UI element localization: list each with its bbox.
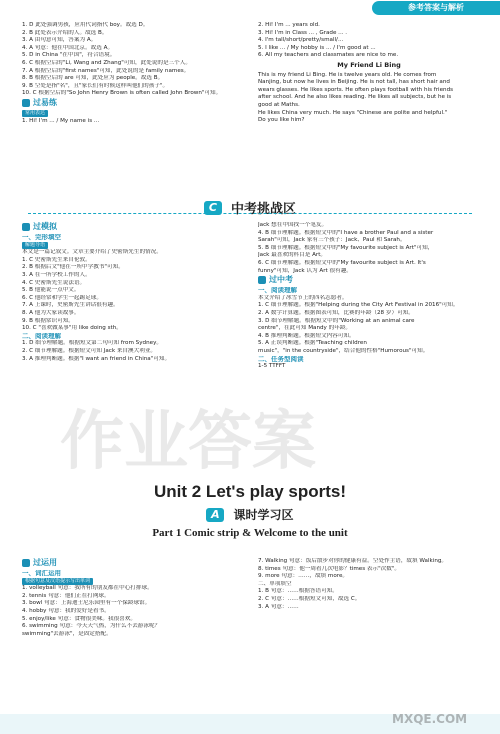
answer-line: 3. A 句意：…… (258, 603, 299, 610)
unit-title-block (0, 482, 500, 539)
section-tab: 参考答案与解析 (372, 1, 500, 15)
answer-line: after school. And he also likes reading. He likes all subjects, but he is (258, 94, 452, 101)
section-subtitle: 二、阅读理解 (22, 332, 61, 340)
banner-title: 课时学习区 (233, 508, 294, 522)
answer-line: 本文是一篇记叙文。文章主要介绍了史密斯先生的情况。 (22, 249, 162, 256)
answer-line: 4. C 史密斯先生说法语。 (22, 279, 86, 286)
answer-line: 2. tennis 句意：他们正在打网球。 (22, 592, 110, 599)
answer-line: 8. times 句意：他一周看几次电影？times 表示"次数"。 (258, 565, 401, 572)
answer-line: 6. swimming 句意：今天天气热，为什么不去游泳呢？ (22, 623, 161, 630)
banner-title: 中考挑战区 (231, 202, 297, 217)
answer-list (258, 558, 480, 611)
pencil-icon (22, 223, 30, 231)
answer-list (22, 22, 247, 98)
answer-list (22, 585, 247, 638)
section-header: 过易练 (22, 99, 247, 109)
answer-column-top-right (258, 22, 480, 125)
answer-line: 3. A 由句意可知，答案为 A。 (22, 37, 97, 44)
unit-title: Unit 2 Let's play sports! (153, 482, 347, 501)
answer-line: 2. B 此处表示介绍的人。故选 B。 (22, 29, 108, 36)
answer-line: 9. more 句意：……，故填 more。 (258, 573, 348, 580)
answer-line: 1. D 此处强调男孩，应用代词指代 boy。故选 D。 (22, 22, 149, 28)
answer-line: 3. bowl 句意：上海迪士尼乐园里有一个保龄球馆。 (22, 600, 151, 607)
answer-line: 2. A 数字计算题。根据图表可知，比赛的年龄（28 岁）可知。 (258, 309, 414, 316)
tag: 常用表达 (22, 110, 48, 117)
answer-line: Jack 想在中国找一个笔友。 (258, 222, 328, 228)
answer-line: 5. A 正误判断题。根据"Teaching children (258, 340, 367, 347)
pencil-icon (22, 559, 30, 567)
answer-line: 5. B 他能说一点中文。 (22, 287, 80, 294)
section-subtitle: 一、阅读理解 (258, 287, 297, 295)
answer-list (258, 363, 480, 371)
tag: 解题导语 (22, 242, 48, 249)
answer-line: Do you like him? (258, 117, 305, 124)
answer-line: 8. A 他为大家读故事。 (22, 309, 80, 316)
answer-line: 6. C 细节理解题。根据短文中的"My favourite subject is Art. It's (258, 259, 426, 266)
answer-line: 7. A 根据空后的"first names"可知，此处说的是 family names。 (22, 67, 190, 74)
section-subtitle: 一、完形填空 (22, 234, 61, 241)
answer-column-bottom-left (22, 558, 247, 638)
essay-body (258, 72, 480, 125)
answer-line: 6. C 他经常和学生一起踢足球。 (22, 294, 102, 301)
pencil-icon (22, 99, 30, 107)
answer-line: He likes China very much. He says "Chinese are polite and helpful." (258, 109, 448, 116)
page-footer (0, 714, 500, 734)
answer-line: 1. B 句意：……根据答语可知。 (258, 588, 338, 595)
essay-title: My Friend Li Bing (337, 61, 401, 69)
part-title: Part 1 Comic strip & Welcome to the unit (152, 527, 348, 539)
answer-line: 本文介绍了冰雪节上的四名志愿者。 (258, 294, 348, 301)
answer-line: 6. C 根据空后的"Li, Wang and Zhang"可知，此处说的是三个人。 (22, 59, 191, 66)
answer-line: 3. Hi! I'm in Class ... , Grade ... . (258, 29, 348, 36)
answer-line: music"，"in the countryside"，结合他的性格"Humorous"可知。 (258, 347, 429, 354)
answer-line: 5. I like ... / My hobby is ... / I'm good at ... (258, 44, 376, 51)
answer-line: 3. D 细节理解题。根据短文中的"Working at an animal care (258, 317, 415, 324)
answer-line: 2. Hi! I'm ... years old. (258, 22, 320, 28)
answer-line: 5. D in China "在中国"，符合语境。 (22, 52, 116, 59)
answer-line: 4. B 推理判断题。根据短文内容可知。 (258, 332, 355, 339)
answer-line: This is my friend Li Bing. He is twelve years old. He comes from (258, 71, 437, 78)
page-header (0, 0, 500, 16)
divider (28, 213, 472, 214)
answer-line: 1. Hi! I'm ... / My name is ... (22, 117, 100, 124)
answer-line: 7. A 上课时，史密斯先生讲话很有趣。 (22, 302, 119, 309)
answer-column-top-left (22, 22, 247, 125)
watermark: 作业答案 (60, 405, 316, 479)
answer-line: 5. enjoy/like 句意：食物很美味。我很喜欢。 (22, 615, 136, 622)
section-header: 过中考 (258, 276, 480, 286)
answer-line: 2. B 根据后文"他在一所中学教书"可知。 (22, 264, 124, 271)
answer-line: 1. C 细节理解题。根据"Helping during the City Art Festival in 2016"可知。 (258, 302, 459, 309)
section-header: 过运用 (22, 559, 247, 569)
answer-line: 4. I'm tall/short/pretty/small/... (258, 37, 344, 44)
answer-column-mid-left (22, 222, 247, 363)
answer-line: 1. C 史密斯先生来自伦敦。 (22, 256, 91, 263)
answer-line: 2. C 细节理解题。根据短文可知 Jack 来自澳大利亚。 (22, 347, 157, 354)
answer-column-bottom-right (258, 558, 480, 611)
tag: 根据句意及汉语提示写出单词 (22, 578, 93, 585)
section-subtitle: 一、词汇运用 (22, 570, 61, 577)
answer-line: 9. B 空处是指"名"，且"家长们有时候这样叫他们的孩子"。 (22, 82, 169, 89)
answer-line: 4. hobby 句意：我的爱好是看书。 (22, 607, 110, 614)
answer-line: 二、单项填空 (258, 580, 292, 587)
answer-list (258, 22, 480, 60)
section-subtitle: 二、任务型阅读 (258, 355, 304, 363)
answer-line: Sarah"可知，Jack 家有三个孩子：Jack、Paul 和 Sarah。 (258, 237, 406, 244)
answer-line: 4. A 句意：他在中国北京。故选 A。 (22, 44, 114, 51)
answer-list (22, 249, 247, 333)
answer-line: 5. B 细节理解题。根据短文中的"My favourite subject is Art"可知， (258, 244, 434, 251)
answer-line: 1-5 TTFFT (258, 363, 286, 370)
answer-column-mid-right (258, 222, 480, 371)
answer-line: 7. Walking 句意：饭后散步对你的健康有益。空处作主语，故填 Walking。 (258, 558, 448, 564)
answer-line: 1. volleyball 句意：我所有的朋友都在中心打排球。 (22, 585, 153, 592)
banner-challenge (0, 197, 500, 217)
watermark-url: MXQE.COM (392, 712, 468, 726)
answer-line: 10. C "喜欢做某事"用 like doing sth。 (22, 325, 122, 332)
answer-list (22, 118, 247, 126)
banner-badge: A (206, 508, 224, 522)
answer-line: 4. B 细节理解题。根据短文中的"I have a brother Paul and a sister (258, 229, 434, 236)
banner-badge: C (204, 201, 222, 215)
answer-line: 1. D 细节理解题。根据短文第二句可知 from Sydney。 (22, 340, 162, 347)
answer-line: good at Maths. (258, 101, 300, 108)
answer-line: 9. B 根据常识可知。 (22, 317, 74, 324)
answer-line: centre"，在此可知 Mandy 的年龄。 (258, 325, 352, 332)
section-header: 过模拟 (22, 223, 247, 233)
pencil-icon (258, 276, 266, 284)
answer-line: 10. C 根据空后的"So John Henry Brown is often called John Brown"可知。 (22, 90, 222, 97)
answer-line: Jack 最喜欢的科目是 Art。 (258, 252, 327, 259)
answer-list (258, 222, 480, 275)
answer-list (22, 340, 247, 363)
answer-line: swimming"去游泳"，是固定搭配。 (22, 630, 112, 637)
answer-line: Nanjing, but now he lives in Beijing. He is not tall, has short hair and (258, 79, 450, 86)
answer-line: 2. C 句意：……根据短文可知，故选 C。 (258, 595, 361, 602)
answer-line: 3. A 推理判断题。根据"I want an friend in China"可知。 (22, 355, 171, 362)
answer-line: 3. A 在一所学校工作的人。 (22, 271, 91, 278)
answer-line: 8. B 根据空后的 are 可知，此处应为 people。故选 B。 (22, 75, 164, 82)
answer-line: funny"可知，Jack 认为 Art 很有趣。 (258, 267, 352, 274)
answer-line: wears glasses. He likes sports. He often plays football with his friends (258, 86, 454, 93)
answer-line: 6. All my teachers and classmates are nice to me. (258, 52, 399, 59)
answer-list (258, 295, 480, 356)
